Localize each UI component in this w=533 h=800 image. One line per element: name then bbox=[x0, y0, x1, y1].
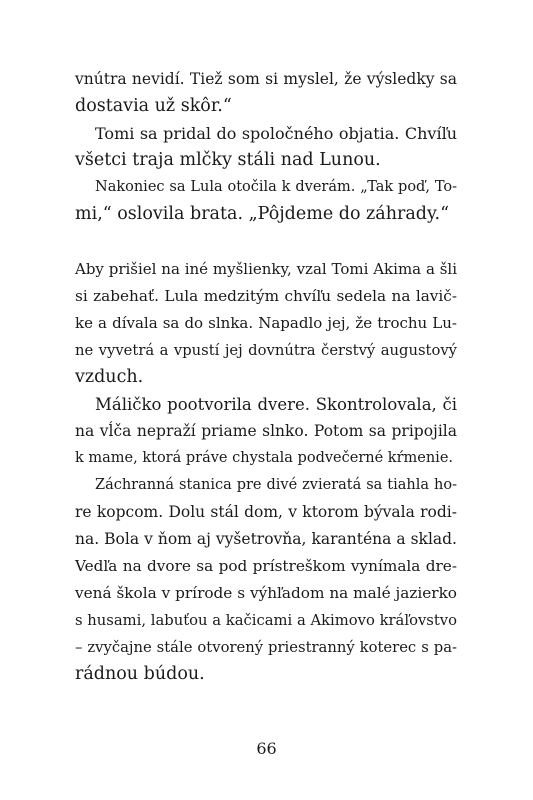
text-line: vnútra nevidí. Tiež som si myslel, že výsledky sa bbox=[75, 70, 457, 88]
text-line: – zvyčajne stále otvorený priestranný koterec s pa- bbox=[75, 639, 457, 656]
text-line: rádnou búdou. bbox=[75, 664, 205, 684]
text-line: Tomi sa pridal do spoločného objatia. Chvíľu bbox=[95, 124, 457, 143]
text-line: vzduch. bbox=[75, 367, 144, 387]
text-line: Vedľa na dvore sa pod prístreškom vynímala dre- bbox=[75, 557, 457, 575]
text-line: dostavia už skôr.“ bbox=[75, 96, 232, 116]
text-line: s husami, labuťou a kačicami a Akimovo kráľovstvo bbox=[75, 612, 457, 629]
text-line: vená škola v prírode s výhľadom na malé jazierko bbox=[75, 584, 457, 602]
text-line: si zabehať. Lula medzitým chvíľu sedela na lavič- bbox=[75, 287, 457, 305]
text-line: na vĺča nepraží priame slnko. Potom sa pripojila bbox=[75, 422, 457, 440]
text-line: Záchranná stanica pre divé zvieratá sa tiahla ho- bbox=[95, 477, 457, 493]
text-line: k mame, ktorá práve chystala podvečerné kŕmenie. bbox=[75, 450, 454, 466]
text-line: mi,“ oslovila brata. „Pôjdeme do záhrady.“ bbox=[75, 204, 450, 224]
text-line: ke a dívala sa do slnka. Napadlo jej, že trochu Lu- bbox=[75, 314, 457, 332]
text-line: Máličko pootvorila dvere. Skontrolovala, či bbox=[95, 395, 457, 414]
text-line: Aby prišiel na iné myšlienky, vzal Tomi Akima a šli bbox=[75, 260, 457, 278]
text-line: na. Bola v ňom aj vyšetrovňa, karanténa a sklad. bbox=[75, 530, 457, 548]
text-line: re kopcom. Dolu stál dom, v ktorom bývala rodi- bbox=[75, 503, 457, 521]
text-line: Nakoniec sa Lula otočila k dverám. „Tak poď, To- bbox=[95, 179, 457, 195]
text-line: všetci traja mlčky stáli nad Lunou. bbox=[75, 150, 381, 170]
text-line: ne vyvetrá a vpustí jej dovnútra čerstvý augustový bbox=[75, 342, 457, 359]
page-number: 66 bbox=[256, 739, 277, 758]
